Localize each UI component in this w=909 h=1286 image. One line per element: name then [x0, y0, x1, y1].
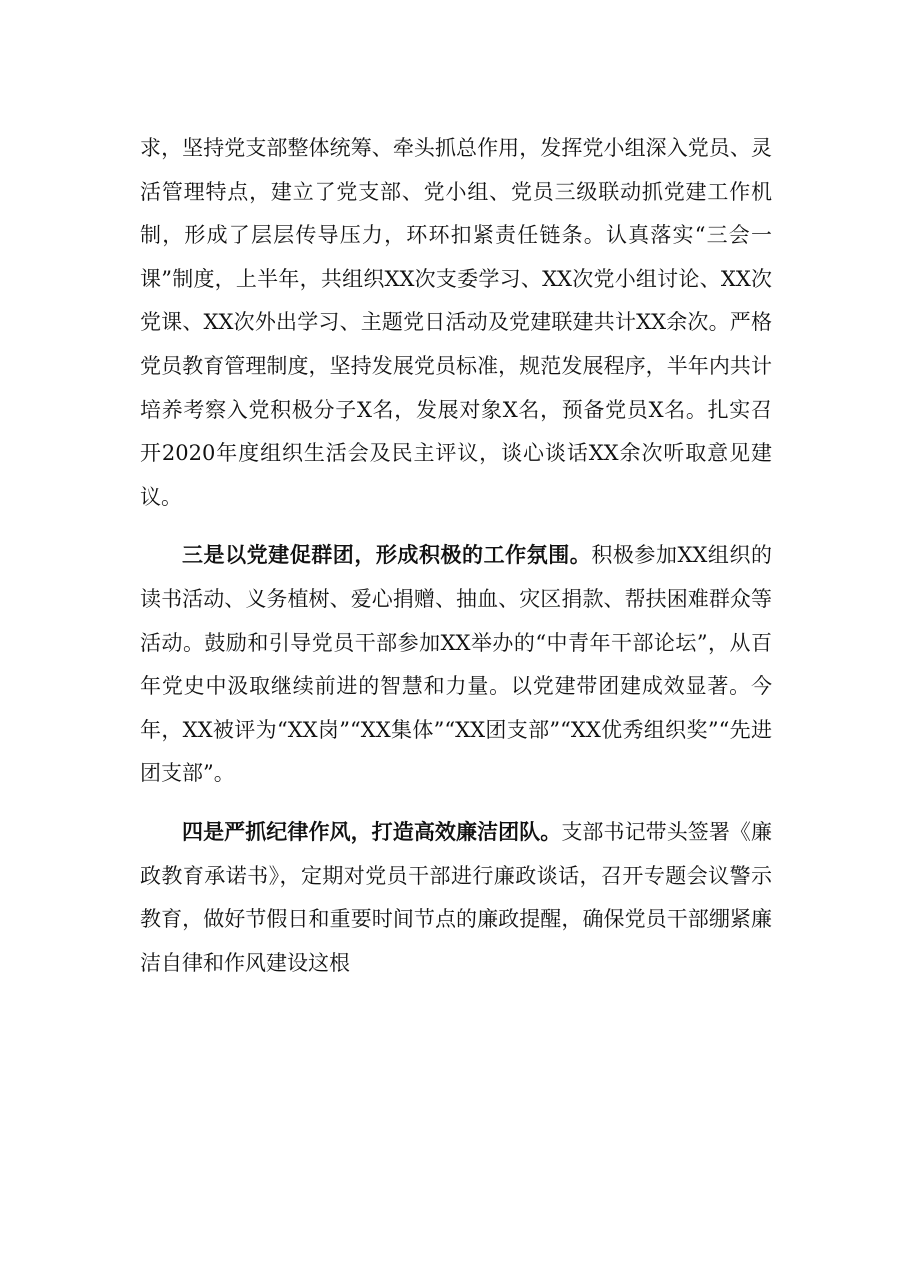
- paragraph-section-three: [140, 533, 772, 796]
- paragraph-text: 积极参加XX组织的读书活动、义务植树、爱心捐赠、抽血、灾区捐款、帮扶困难群众等活动。鼓励和引导党员干部参加XX举办的“中青年干部论坛”，从百年党史中汲取继续前进的智慧和力量。以党建带团建成效显著。今年，XX被评为“XX岗”“XX集体”“XX团支部”“XX优秀组织奖”“先进团支部”。: [140, 543, 773, 786]
- paragraph-continued: [140, 126, 772, 519]
- paragraph-heading: 三是以党建促群团，形成积极的工作氛围。: [182, 542, 592, 568]
- paragraph-section-four: [140, 810, 772, 985]
- paragraph-heading: 四是严抓纪律作风，打造高效廉洁团队。: [182, 818, 562, 844]
- paragraph-text: 求，坚持党支部整体统筹、牵头抓总作用，发挥党小组深入党员、灵活管理特点，建立了党支部、党小组、党员三级联动抓党建工作机制，形成了层层传导压力，环环扣紧责任链条。认真落实“三会一课”制度，上半年，共组织XX次支委学习、XX次党小组讨论、XX次党课、XX次外出学习、主题党日活动及党建联建共计XX余次。严格党员教育管理制度，坚持发展党员标准，规范发展程序，半年内共计培养考察入党积极分子X名，发展对象X名，预备党员X名。扎实召开2020年度组织生活会及民主评议，谈心谈话XX余次听取意见建议。: [140, 136, 772, 509]
- paragraph-text: 支部书记带头签署《廉政教育承诺书》，定期对党员干部进行廉政谈话，召开专题会议警示教育，做好节假日和重要时间节点的廉政提醒，确保党员干部绷紧廉洁自律和作风建设这根: [140, 819, 773, 975]
- document-body: [140, 126, 772, 985]
